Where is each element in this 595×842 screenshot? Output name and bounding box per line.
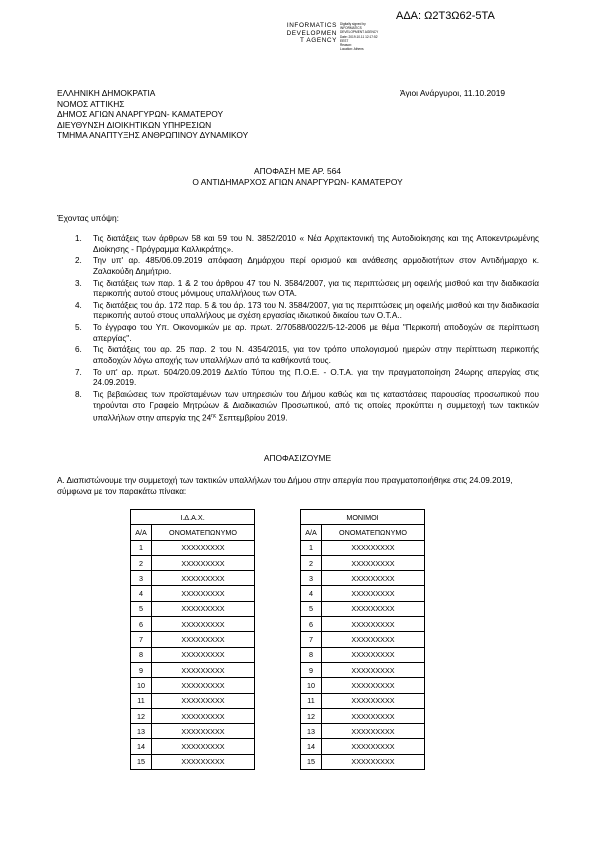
item-text: Το έγγραφο του Υπ. Οικονομικών με αρ. πρωτ. 2/70588/0022/5-12-2006 με θέμα "Περικοπή αποδοχών σε περίπτωση απεργίας". <box>93 323 539 343</box>
ordinal-suffix: ης <box>211 413 217 420</box>
table-row <box>301 647 425 662</box>
row-number-cell: 12 <box>131 708 152 723</box>
list-item <box>57 234 539 255</box>
table-row <box>301 617 425 632</box>
table-row <box>131 632 255 647</box>
item-number: 7. <box>75 367 82 377</box>
row-number-cell: 6 <box>301 617 322 632</box>
row-number-cell: 8 <box>131 647 152 662</box>
strike-table-permanent <box>300 509 425 770</box>
list-item <box>57 301 539 322</box>
row-number-cell: 4 <box>301 586 322 601</box>
issuer-line: ΤΜΗΜΑ ΑΝΑΠΤΥΞΗΣ ΑΝΘΡΩΠΙΝΟΥ ΔΥΝΑΜΙΚΟΥ <box>57 130 249 141</box>
item-text: Τις διατάξεις των άρθρων 58 και 59 του Ν. 3852/2010 « Νέα Αρχιτεκτονική της Αυτοδιοίκησης και της Αποκεντρωμένης Διοίκησης - Πρόγραμμα Καλλικράτης». <box>93 234 539 254</box>
column-header-aa: Α/Α <box>301 525 322 540</box>
name-cell: ΧΧΧΧΧΧΧΧΧ <box>322 632 425 647</box>
document-date: Άγιοι Ανάργυροι, 11.10.2019 <box>400 88 506 98</box>
name-cell: ΧΧΧΧΧΧΧΧΧ <box>322 647 425 662</box>
name-cell: ΧΧΧΧΧΧΧΧΧ <box>322 739 425 754</box>
item-number: 2. <box>75 256 82 266</box>
stamp-line: DEVELOPMEN <box>286 29 337 37</box>
issuer-line: ΔΙΕΥΘΥΝΣΗ ΔΙΟΙΚΗΤΙΚΩΝ ΥΠΗΡΕΣΙΩΝ <box>57 119 212 130</box>
row-number-cell: 3 <box>301 571 322 586</box>
item-number: 5. <box>75 323 82 333</box>
name-cell: ΧΧΧΧΧΧΧΧΧ <box>152 632 255 647</box>
name-cell: ΧΧΧΧΧΧΧΧΧ <box>152 586 255 601</box>
issuer-line: ΕΛΛΗΝΙΚΗ ΔΗΜΟΚΡΑΤΙΑ <box>57 88 156 98</box>
item-text-tail: Σεπτεμβρίου 2019. <box>216 413 288 423</box>
row-number-cell: 10 <box>131 678 152 693</box>
name-cell: ΧΧΧΧΧΧΧΧΧ <box>152 693 255 708</box>
table-row <box>131 555 255 570</box>
table-row <box>131 601 255 616</box>
list-item <box>57 323 539 344</box>
table-title-row <box>301 510 425 525</box>
column-header-name: ΟΝΟΜΑΤΕΠΩΝΥΜΟ <box>152 525 255 540</box>
table-row <box>131 678 255 693</box>
name-cell: ΧΧΧΧΧΧΧΧΧ <box>322 586 425 601</box>
list-item <box>57 345 539 366</box>
name-cell: ΧΧΧΧΧΧΧΧΧ <box>152 678 255 693</box>
stamp-meta-line: INFORMATICS <box>340 26 362 31</box>
name-cell: ΧΧΧΧΧΧΧΧΧ <box>322 662 425 677</box>
row-number-cell: 5 <box>301 601 322 616</box>
item-text: Το υπ' αρ. πρωτ. 504/20.09.2019 Δελτίο Τύπου της Π.Ο.Ε. - Ο.Τ.Α. για την πραγματοποίηση 24ωρης απεργίας στις 24.09.2019. <box>93 367 539 388</box>
row-number-cell: 15 <box>131 754 152 769</box>
considerations-list <box>57 234 539 426</box>
table-row <box>301 586 425 601</box>
row-number-cell: 7 <box>131 632 152 647</box>
item-number: 3. <box>75 278 82 288</box>
stamp-meta-line: EEST <box>340 38 349 43</box>
row-number-cell: 1 <box>131 540 152 555</box>
name-cell: ΧΧΧΧΧΧΧΧΧ <box>152 647 255 662</box>
table-row <box>301 601 425 616</box>
item-number: 8. <box>75 389 82 399</box>
table-row <box>131 647 255 662</box>
table-row <box>301 754 425 769</box>
ada-code: ΑΔΑ: Ω2Τ3Ω62-5ΤΑ <box>396 10 495 22</box>
row-number-cell: 15 <box>301 754 322 769</box>
list-item <box>57 256 539 277</box>
row-number-cell: 13 <box>301 724 322 739</box>
name-cell: ΧΧΧΧΧΧΧΧΧ <box>152 601 255 616</box>
issuer-block <box>57 88 248 141</box>
name-cell: ΧΧΧΧΧΧΧΧΧ <box>322 571 425 586</box>
row-number-cell: 8 <box>301 647 322 662</box>
table-row <box>301 739 425 754</box>
row-number-cell: 12 <box>301 708 322 723</box>
table-title-row <box>131 510 255 525</box>
name-cell: ΧΧΧΧΧΧΧΧΧ <box>322 708 425 723</box>
row-number-cell: 11 <box>301 693 322 708</box>
row-number-cell: 14 <box>301 739 322 754</box>
table-row <box>131 540 255 555</box>
table-row <box>301 724 425 739</box>
row-number-cell: 1 <box>301 540 322 555</box>
name-cell: ΧΧΧΧΧΧΧΧΧ <box>152 617 255 632</box>
row-number-cell: 3 <box>131 571 152 586</box>
name-cell: ΧΧΧΧΧΧΧΧΧ <box>322 754 425 769</box>
name-cell: ΧΧΧΧΧΧΧΧΧ <box>152 571 255 586</box>
row-number-cell: 6 <box>131 617 152 632</box>
table-row <box>301 662 425 677</box>
name-cell: ΧΧΧΧΧΧΧΧΧ <box>152 555 255 570</box>
name-cell: ΧΧΧΧΧΧΧΧΧ <box>152 724 255 739</box>
item-text: Τις διατάξεις των παρ. 1 & 2 του άρθρου 47 του Ν. 3584/2007, για τις περιπτώσεις μη οφειλής μισθού και την διαδικασία περικοπής αυτού στους μόνιμους υπαλλήλους των ΟΤΑ. <box>93 278 539 299</box>
paragraph-a: Α. Διαπιστώνουμε την συμμετοχή των τακτικών υπαλλήλων του Δήμου στην απεργία που πραγματοποιήθηκε στις 24.09.2019, σύμφωνα με τον παρακάτω πίνακα: <box>57 476 513 496</box>
signature-metadata <box>340 22 400 51</box>
name-cell: ΧΧΧΧΧΧΧΧΧ <box>152 662 255 677</box>
table-row <box>131 662 255 677</box>
item-text: Την υπ' αρ. 485/06.09.2019 απόφαση Δημάρχου περί ορισμού και ανάθεσης αρμοδιοτήτων στον Αντιδήμαρχο κ. Ζαλακούδη Δημήτριο. <box>93 256 539 276</box>
row-number-cell: 14 <box>131 739 152 754</box>
table-row <box>131 754 255 769</box>
stamp-meta-line: Location: Athens <box>340 47 364 52</box>
row-number-cell: 13 <box>131 724 152 739</box>
issuer-line: ΔΗΜΟΣ ΑΓΙΩΝ ΑΝΑΡΓΥΡΩΝ- ΚΑΜΑΤΕΡΟΥ <box>57 109 224 120</box>
issuer-line: ΝΟΜΟΣ ΑΤΤΙΚΗΣ <box>57 98 125 109</box>
item-text: Τις βεβαιώσεις των προϊσταμένων των υπηρεσιών του Δήμου καθώς και τις καταστάσεις παρουσίας προσωπικού που τηρούνται στο Γραφείο Μητρώων & Διαδικασιών Προσωπικού, από τις οποίες προκύπτει η συμμετοχή των τακτικών υπαλλήλων στην απεργία της 24 <box>93 389 539 423</box>
table-row <box>301 571 425 586</box>
name-cell: ΧΧΧΧΧΧΧΧΧ <box>322 540 425 555</box>
table-row <box>131 708 255 723</box>
row-number-cell: 2 <box>131 555 152 570</box>
table-row <box>301 693 425 708</box>
decision-title: ΑΠΟΦΑΣΗ ΜΕ ΑΡ. 564 <box>254 166 341 176</box>
item-text: Τις διατάξεις του αρ. 25 παρ. 2 του Ν. 4354/2015, για τον τρόπο υπολογισμού ημερών στην περίπτωση περικοπής αποδοχών λόγω αποχής των υπαλλήλων από τα καθήκοντά τους. <box>93 345 539 365</box>
item-number: 4. <box>75 300 82 310</box>
table-row <box>131 693 255 708</box>
given-heading: Έχοντας υπόψη: <box>57 213 119 223</box>
table-row <box>301 540 425 555</box>
name-cell: ΧΧΧΧΧΧΧΧΧ <box>322 693 425 708</box>
table-row <box>131 617 255 632</box>
column-header-name: ΟΝΟΜΑΤΕΠΩΝΥΜΟ <box>322 525 425 540</box>
list-item <box>57 279 539 300</box>
table-row <box>131 724 255 739</box>
item-number: 6. <box>75 345 82 355</box>
stamp-line: T AGENCY <box>300 37 337 44</box>
name-cell: ΧΧΧΧΧΧΧΧΧ <box>152 754 255 769</box>
signature-stamp <box>283 22 337 45</box>
name-cell: ΧΧΧΧΧΧΧΧΧ <box>152 739 255 754</box>
name-cell: ΧΧΧΧΧΧΧΧΧ <box>322 724 425 739</box>
item-text: Τις διατάξεις του άρ. 172 παρ. 5 & του άρ. 173 του Ν. 3584/2007, για τις περιπτώσεις μη οφειλής μισθού και την διαδικασία περικοπής αυτού στους υπαλλήλους με σχέση εργασίας ιδιωτικού δικαίου των Ο.Τ.Α.. <box>93 300 539 321</box>
table-row <box>131 586 255 601</box>
table-title: Ι.Δ.Α.Χ. <box>131 510 255 525</box>
row-number-cell: 7 <box>301 632 322 647</box>
list-item <box>57 390 539 425</box>
stamp-meta-line: Reason: <box>340 43 352 48</box>
table-row <box>301 632 425 647</box>
name-cell: ΧΧΧΧΧΧΧΧΧ <box>322 555 425 570</box>
name-cell: ΧΧΧΧΧΧΧΧΧ <box>322 617 425 632</box>
table-header-row <box>301 525 425 540</box>
name-cell: ΧΧΧΧΧΧΧΧΧ <box>322 601 425 616</box>
item-number: 1. <box>75 234 82 243</box>
table-row <box>131 739 255 754</box>
table-row <box>301 708 425 723</box>
name-cell: ΧΧΧΧΧΧΧΧΧ <box>322 678 425 693</box>
strike-table-idax <box>130 509 255 770</box>
table-header-row <box>131 525 255 540</box>
row-number-cell: 5 <box>131 601 152 616</box>
stamp-meta-line: Date: 2019.10.11 12:17:52 <box>340 34 378 39</box>
stamp-meta-line: Digitally signed by <box>340 22 366 26</box>
row-number-cell: 10 <box>301 678 322 693</box>
row-number-cell: 9 <box>301 662 322 677</box>
stamp-meta-line: DEVELOPMENT AGENCY <box>340 30 379 35</box>
table-row <box>301 555 425 570</box>
row-number-cell: 9 <box>131 662 152 677</box>
stamp-line: INFORMATICS <box>286 22 337 29</box>
table-row <box>131 571 255 586</box>
row-number-cell: 2 <box>301 555 322 570</box>
name-cell: ΧΧΧΧΧΧΧΧΧ <box>152 540 255 555</box>
column-header-aa: Α/Α <box>131 525 152 540</box>
table-row <box>301 678 425 693</box>
name-cell: ΧΧΧΧΧΧΧΧΧ <box>152 708 255 723</box>
decision-heading: ΑΠΟΦΑΣΙΖΟΥΜΕ <box>263 453 332 463</box>
row-number-cell: 11 <box>131 693 152 708</box>
decision-subtitle: Ο ΑΝΤΙΔΗΜΑΡΧΟΣ ΑΓΙΩΝ ΑΝΑΡΓΥΡΩΝ- ΚΑΜΑΤΕΡΟΥ <box>192 177 403 187</box>
table-title: ΜΟΝΙΜΟΙ <box>301 510 425 525</box>
row-number-cell: 4 <box>131 586 152 601</box>
list-item <box>57 368 539 389</box>
